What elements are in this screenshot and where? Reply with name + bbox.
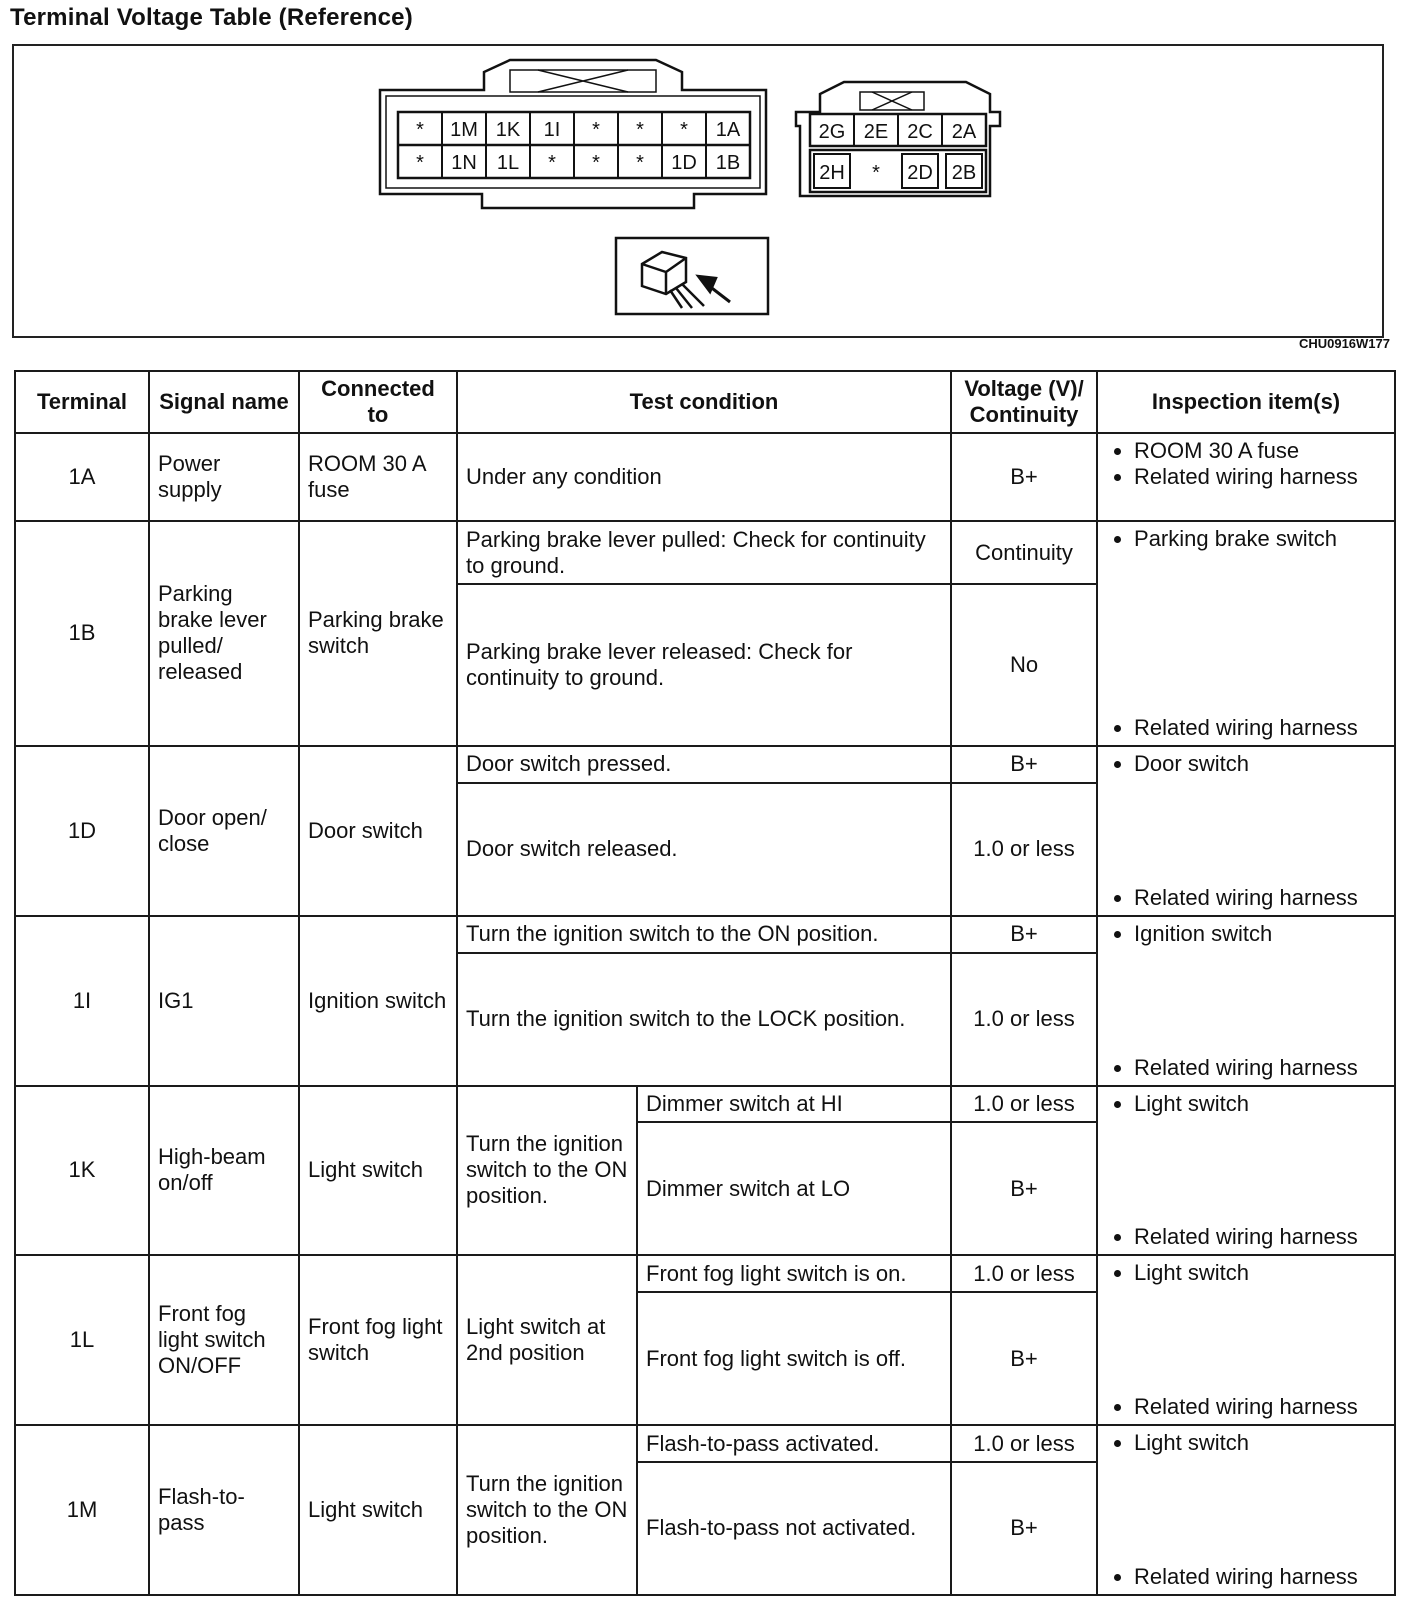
voltage-cell: B+ (951, 433, 1097, 521)
signal-cell: Parking brake lever pulled/ released (149, 521, 299, 746)
pin-label: 2G (818, 121, 846, 143)
condition-cell: Door switch released. (457, 783, 951, 916)
voltage-cell: B+ (951, 1122, 1097, 1255)
connected-cell: Ignition switch (299, 916, 457, 1086)
inspection-item: • Ignition switch (1134, 921, 1386, 947)
inspection-item: • Light switch (1134, 1260, 1386, 1286)
header-test-condition: Test condition (457, 371, 951, 433)
pin-label: * (548, 152, 556, 174)
table-row (15, 746, 1395, 783)
terminal-cell: 1M (15, 1425, 149, 1595)
pin-label: 1K (495, 119, 521, 141)
terminal-cell: 1I (15, 916, 149, 1086)
pin-label: 2E (863, 121, 889, 143)
header-terminal: Terminal (15, 371, 149, 433)
pin-label: * (416, 152, 424, 174)
inspection-item: • Light switch (1134, 1430, 1386, 1456)
table-row (15, 433, 1395, 521)
pin-label: 1B (715, 152, 741, 174)
pin-label: 1I (543, 119, 561, 141)
terminal-cell: 1K (15, 1086, 149, 1256)
header-inspection: Inspection item(s) (1097, 371, 1395, 433)
table-row (15, 916, 1395, 953)
inspection-item: • Related wiring harness (1134, 1564, 1386, 1590)
inspection-item: • ROOM 30 A fuse (1134, 438, 1386, 464)
terminal-cell: 1D (15, 746, 149, 916)
inspection-item: • Related wiring harness (1134, 1224, 1386, 1250)
table-row (15, 1425, 1395, 1462)
condition-cell: Flash-to-pass not activated. (637, 1462, 951, 1595)
voltage-cell: No (951, 584, 1097, 746)
condition-cell: Under any condition (457, 433, 951, 521)
condition-cell: Flash-to-pass activated. (637, 1425, 951, 1462)
condition-cell: Parking brake lever released: Check for continuity to ground. (457, 584, 951, 746)
terminal-voltage-table (14, 370, 1396, 1596)
inspection-cell (1097, 521, 1395, 746)
pin-label: 2H (819, 162, 845, 184)
table-row (15, 521, 1395, 584)
signal-cell: High-beam on/off (149, 1086, 299, 1256)
inspection-item: • Related wiring harness (1134, 1394, 1386, 1420)
voltage-cell: B+ (951, 916, 1097, 953)
pin-label: * (592, 119, 600, 141)
voltage-cell: 1.0 or less (951, 1086, 1097, 1123)
condition-cell: Turn the ignition switch to the LOCK position. (457, 953, 951, 1086)
voltage-cell: 1.0 or less (951, 1425, 1097, 1462)
inspection-item: • Related wiring harness (1134, 1055, 1386, 1081)
pin-label: * (872, 162, 880, 184)
pin-label: * (680, 119, 688, 141)
inspection-cell (1097, 746, 1395, 916)
terminal-cell: 1B (15, 521, 149, 746)
signal-cell: Flash-to-pass (149, 1425, 299, 1595)
inspection-cell (1097, 916, 1395, 1086)
inspection-cell (1097, 1086, 1395, 1256)
voltage-cell: 1.0 or less (951, 953, 1097, 1086)
table-row (15, 1255, 1395, 1292)
voltage-cell: B+ (951, 1292, 1097, 1425)
inspection-cell (1097, 433, 1395, 521)
condition-cell: Front fog light switch is off. (637, 1292, 951, 1425)
header-row (15, 371, 1395, 433)
voltage-cell: 1.0 or less (951, 1255, 1097, 1292)
pin-label: 2B (951, 162, 977, 184)
inspection-cell (1097, 1425, 1395, 1595)
voltage-cell: B+ (951, 1462, 1097, 1595)
pin-label: 2C (907, 121, 933, 143)
pin-label: 2D (907, 162, 933, 184)
inspection-item: • Related wiring harness (1134, 464, 1386, 490)
header-signal-name: Signal name (149, 371, 299, 433)
pin-label: 1M (450, 119, 478, 141)
voltage-cell: Continuity (951, 521, 1097, 584)
connected-cell: Light switch (299, 1086, 457, 1256)
page-title: Terminal Voltage Table (Reference) (10, 4, 413, 31)
pin-label: 1N (451, 152, 477, 174)
condition-cell: Turn the ignition switch to the ON position. (457, 916, 951, 953)
inspection-item: • Related wiring harness (1134, 885, 1386, 911)
inspection-cell (1097, 1255, 1395, 1425)
condition-cell: Front fog light switch is on. (637, 1255, 951, 1292)
connector-diagram (12, 44, 1384, 338)
signal-cell: IG1 (149, 916, 299, 1086)
inspection-item: • Related wiring harness (1134, 715, 1386, 741)
condition-cell: Parking brake lever pulled: Check for continuity to ground. (457, 521, 951, 584)
inspection-item: • Door switch (1134, 751, 1386, 777)
condition-main-cell: Light switch at 2nd position (457, 1255, 637, 1425)
condition-cell: Dimmer switch at LO (637, 1122, 951, 1255)
condition-main-cell: Turn the ignition switch to the ON position. (457, 1086, 637, 1256)
header-connected-to: Connected to (299, 371, 457, 433)
pin-label: * (416, 119, 424, 141)
connected-cell: Light switch (299, 1425, 457, 1595)
voltage-cell: 1.0 or less (951, 783, 1097, 916)
figure-code: CHU0916W177 (1298, 336, 1390, 351)
connected-cell: Front fog light switch (299, 1255, 457, 1425)
inspection-item: • Parking brake switch (1134, 526, 1386, 552)
pin-label: * (636, 119, 644, 141)
connector-view-icon (616, 238, 768, 314)
signal-cell: Power supply (149, 433, 299, 521)
condition-cell: Dimmer switch at HI (637, 1086, 951, 1123)
terminal-cell: 1A (15, 433, 149, 521)
pin-label: * (636, 152, 644, 174)
pin-label: 1L (496, 152, 520, 174)
pin-label: 1D (671, 152, 697, 174)
connected-cell: ROOM 30 A fuse (299, 433, 457, 521)
terminal-cell: 1L (15, 1255, 149, 1425)
condition-main-cell: Turn the ignition switch to the ON position. (457, 1425, 637, 1595)
signal-cell: Door open/ close (149, 746, 299, 916)
table-row (15, 1086, 1395, 1123)
pin-label: * (592, 152, 600, 174)
pin-label: 2A (951, 121, 977, 143)
voltage-cell: B+ (951, 746, 1097, 783)
connector-drawing (14, 46, 1382, 336)
header-voltage: Voltage (V)/ Continuity (951, 371, 1097, 433)
condition-cell: Door switch pressed. (457, 746, 951, 783)
connected-cell: Door switch (299, 746, 457, 916)
connected-cell: Parking brake switch (299, 521, 457, 746)
pin-label: 1A (715, 119, 741, 141)
inspection-item: • Light switch (1134, 1091, 1386, 1117)
signal-cell: Front fog light switch ON/OFF (149, 1255, 299, 1425)
